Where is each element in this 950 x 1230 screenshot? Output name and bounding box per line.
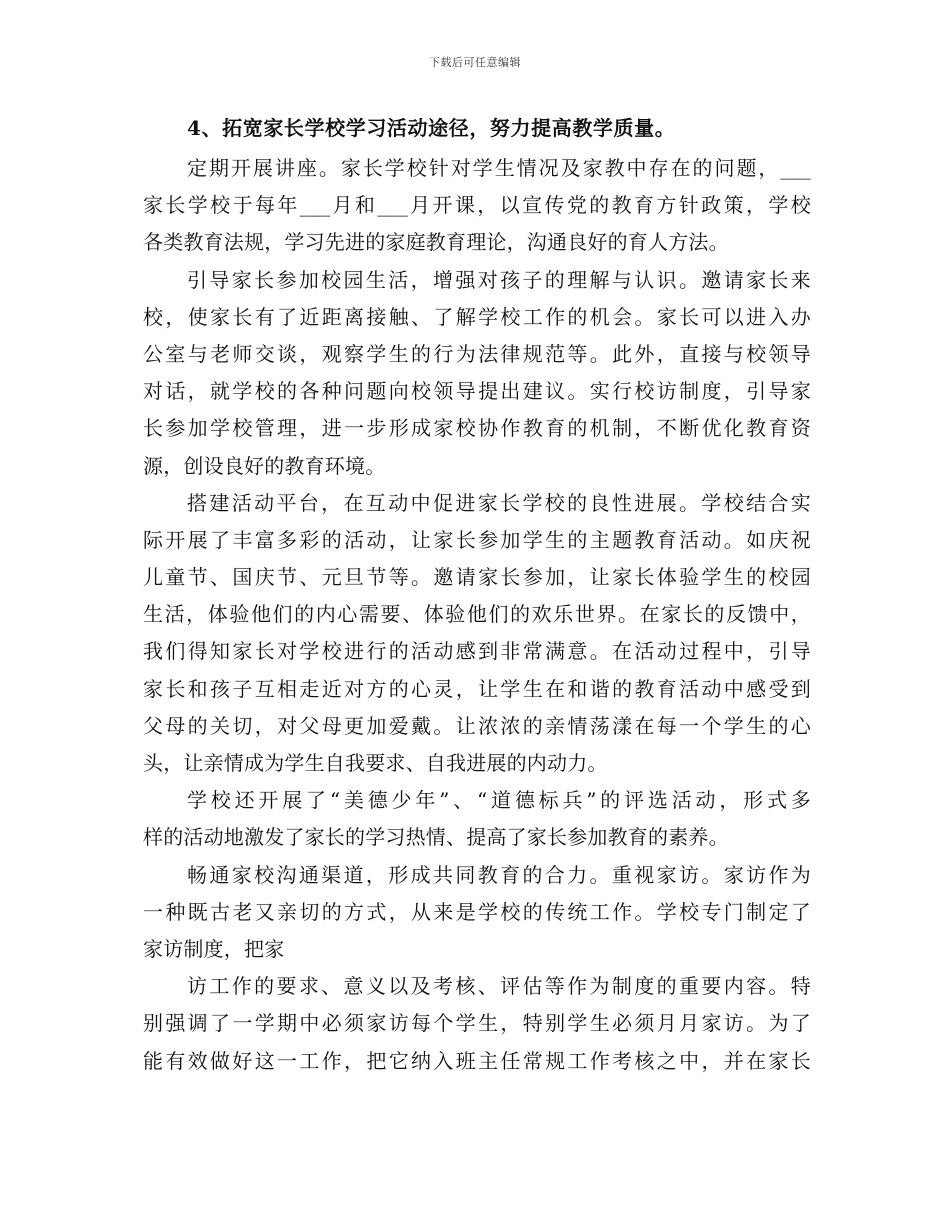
text-line: 对话，就学校的各种问题向校领导提出建议。实行校访制度，引导家 <box>143 379 811 404</box>
text-line: 校，使家长有了近距离接触、了解学校工作的机会。家长可以进入办 <box>143 304 811 329</box>
document-body <box>143 106 811 1080</box>
header-note: 下载后可任意编辑 <box>429 56 521 69</box>
text-line: 我们得知家长对学校进行的活动感到非常满意。在活动过程中，引导 <box>143 639 811 664</box>
text-line: 家访制度，把家 <box>143 936 285 961</box>
text-line: 引导家长参加校园生活，增强对孩子的理解与认识。邀请家长来 <box>187 267 811 292</box>
text-line: 源，创设良好的教育环境。 <box>143 453 386 478</box>
paragraph-lectures <box>143 150 811 262</box>
text-line: 家长和孩子互相走近对方的心灵，让学生在和谐的教育活动中感受到 <box>143 676 811 701</box>
paragraph-activity-platform <box>143 485 811 783</box>
text-line: 搭建活动平台，在互动中促进家长学校的良性进展。学校结合实 <box>187 490 811 515</box>
text-line: 能有效做好这一工作，把它纳入班主任常规工作考核之中，并在家长 <box>143 1048 811 1073</box>
paragraph-selection-activities <box>143 782 811 856</box>
paragraph-home-visit <box>143 857 811 969</box>
text-line: 际开展了丰富多彩的活动，让家长参加学生的主题教育活动。如庆祝 <box>143 527 811 552</box>
text-line: 长参加学校管理，进一步形成家校协作教育的机制，不断优化教育资 <box>143 416 811 441</box>
text-line: 访工作的要求、意义以及考核、评估等作为制度的重要内容。特 <box>187 974 811 999</box>
text-line: 生活，体验他们的内心需要、体验他们的欢乐世界。在家长的反馈中， <box>143 602 811 627</box>
text-line: 别强调了一学期中必须家访每个学生，特别学生必须月月家访。为了 <box>143 1011 811 1036</box>
paragraph-visit-requirements <box>143 968 811 1080</box>
text-line: 定期开展讲座。家长学校针对学生情况及家教中存在的问题，___ <box>187 156 811 180</box>
text-line: 一种既古老又亲切的方式，从来是学校的传统工作。学校专门制定了 <box>143 899 811 924</box>
text-line: 儿童节、国庆节、元旦节等。邀请家长参加，让家长体验学生的校园 <box>143 565 811 590</box>
paragraph-campus-life <box>143 262 811 485</box>
text-line: 头，让亲情成为学生自我要求、自我进展的内动力。 <box>143 751 608 775</box>
text-line: 样的活动地激发了家长的学习热情、提高了家长参加教育的素养。 <box>143 825 729 850</box>
text-line: 各类教育法规，学习先进的家庭教育理论，沟通良好的育人方法。 <box>143 230 729 255</box>
text-line: 家长学校于每年___月和___月开课，以宣传党的教育方针政策，学校 <box>143 193 811 218</box>
text-line: 学校还开展了“美德少年”、“道德标兵”的评选活动，形式多 <box>187 788 811 813</box>
section-heading: 4、拓宽家长学校学习活动途径，努力提高教学质量。 <box>187 116 676 140</box>
text-line: 公室与老师交谈，观察学生的行为法律规范等。此外，直接与校领导 <box>143 341 811 366</box>
text-line: 父母的关切，对父母更加爱戴。让浓浓的亲情荡漾在每一个学生的心 <box>143 713 811 738</box>
text-line: 畅通家校沟通渠道，形成共同教育的合力。重视家访。家访作为 <box>187 862 811 887</box>
